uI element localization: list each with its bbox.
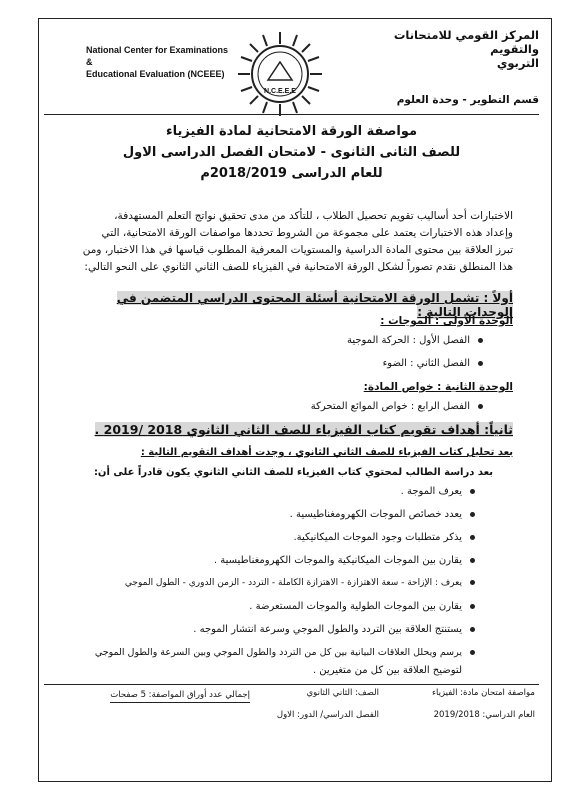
footer-grade: الصف: الثاني الثانوي الفصل الدراسي/ الدور: الاول [276,688,379,720]
list-item: الفصل الرابع : خواص الموائع المتحركة [83,401,483,412]
unit2-title: الوحدة الثانية : خواص المادة: [363,381,513,393]
doc-year: للعام الدراسى 2018/2019م [200,166,383,181]
footer-divider [44,684,539,685]
list-item: يعدد خصائص الموجات الكهرومغناطيسية . [75,509,475,520]
list-item: يعرف الموجة . [75,486,475,497]
org-name-english: National Center for Examinations & Educational Evaluation (NCEEE) [86,45,229,79]
doc-title: مواصفة الورقة الامتحانية لمادة الفيزياء [165,124,418,139]
section2-sub2: بعد دراسة الطالب لمحتوي كتاب الفيزياء للصف الثاني الثانوي يكون قادراً على أن: [93,467,493,478]
list-item: الفصل الأول : الحركة الموجية [83,335,483,346]
section2-heading: ثانياً: أهداف تقويم كتاب الفيزياء للصف الثاني الثانوي 2018 /2019 . [94,422,513,437]
unit1-title: الوحدة الأولى : الموجات : [380,315,513,327]
list-item: يستنتج العلاقة بين التردد والطول الموجي وسرعة انتشار الموجه . [75,624,475,635]
nceee-logo: N.C.E.E.E [234,28,326,120]
list-item: يرسم ويحلل العلاقات البيانية بين كل من التردد والطول الموجي وبين السرعة والطول الموجي [75,647,475,658]
org-name-arabic: المركز القومي للامتحانات والتقويم التربوي [393,28,539,70]
list-item: يعرف : الإزاحة - سعة الاهتزازة - الاهتزازة الكاملة - التردد - الزمن الدوري - الطول الموجي [75,578,475,588]
intro-paragraph: الاختبارات أحد أساليب تقويم تحصيل الطلاب ، للتأكد من مدى تحقيق نواتج التعلم المستهدفة، وإعداد هذه الاختبارات يعتمد على مجموعة من الشروط تحددها مواصفات الورقة الامتحانية، التي تبرز العلاقة بين محتوى المادة الدراسية والمستويات المعرفية المطلوب قياسها في هذا الاختبار، ومن هذا المنطلق نقدم تصوراً لشكل الورقة الامتحانية في الفيزياء للصف الثاني الثانوي على النحو التالي: [82,210,513,273]
section1-heading: أولاً : تشمل الورقة الامتحانية أسئلة المحتوى الدراسي المتضمن في الوحدات التالية : [116,291,513,319]
list-item: الفصل الثاني : الضوء [83,358,483,369]
footer-pages: إجمالي عدد أوراق المواصفة: 5 صفحات [110,690,250,703]
list-item-continuation: لتوضيح العلاقة بين كل من متغيرين . [312,665,462,676]
list-item: يذكر متطلبات وجود الموجات الميكانيكية. [75,532,475,543]
list-item: يقارن بين الموجات الميكانيكية والموجات الكهرومغناطيسية . [75,555,475,566]
section2-sub1: بعد تحليل كتاب الفيزياء للصف الثاني الثانوي ، وجدت أهداف التقويم التالية : [140,447,513,458]
department-label: قسم التطوير - وحدة العلوم [396,94,539,106]
doc-subtitle: للصف الثانى الثانوى - لامتحان الفصل الدراسى الاول [122,145,461,160]
footer-spec: مواصفة امتحان مادة: الفيزياء العام الدراسي: 2019/2018 [432,688,535,720]
header-divider [44,114,539,115]
list-item: يقارن بين الموجات الطولية والموجات المستعرضة . [75,601,475,612]
